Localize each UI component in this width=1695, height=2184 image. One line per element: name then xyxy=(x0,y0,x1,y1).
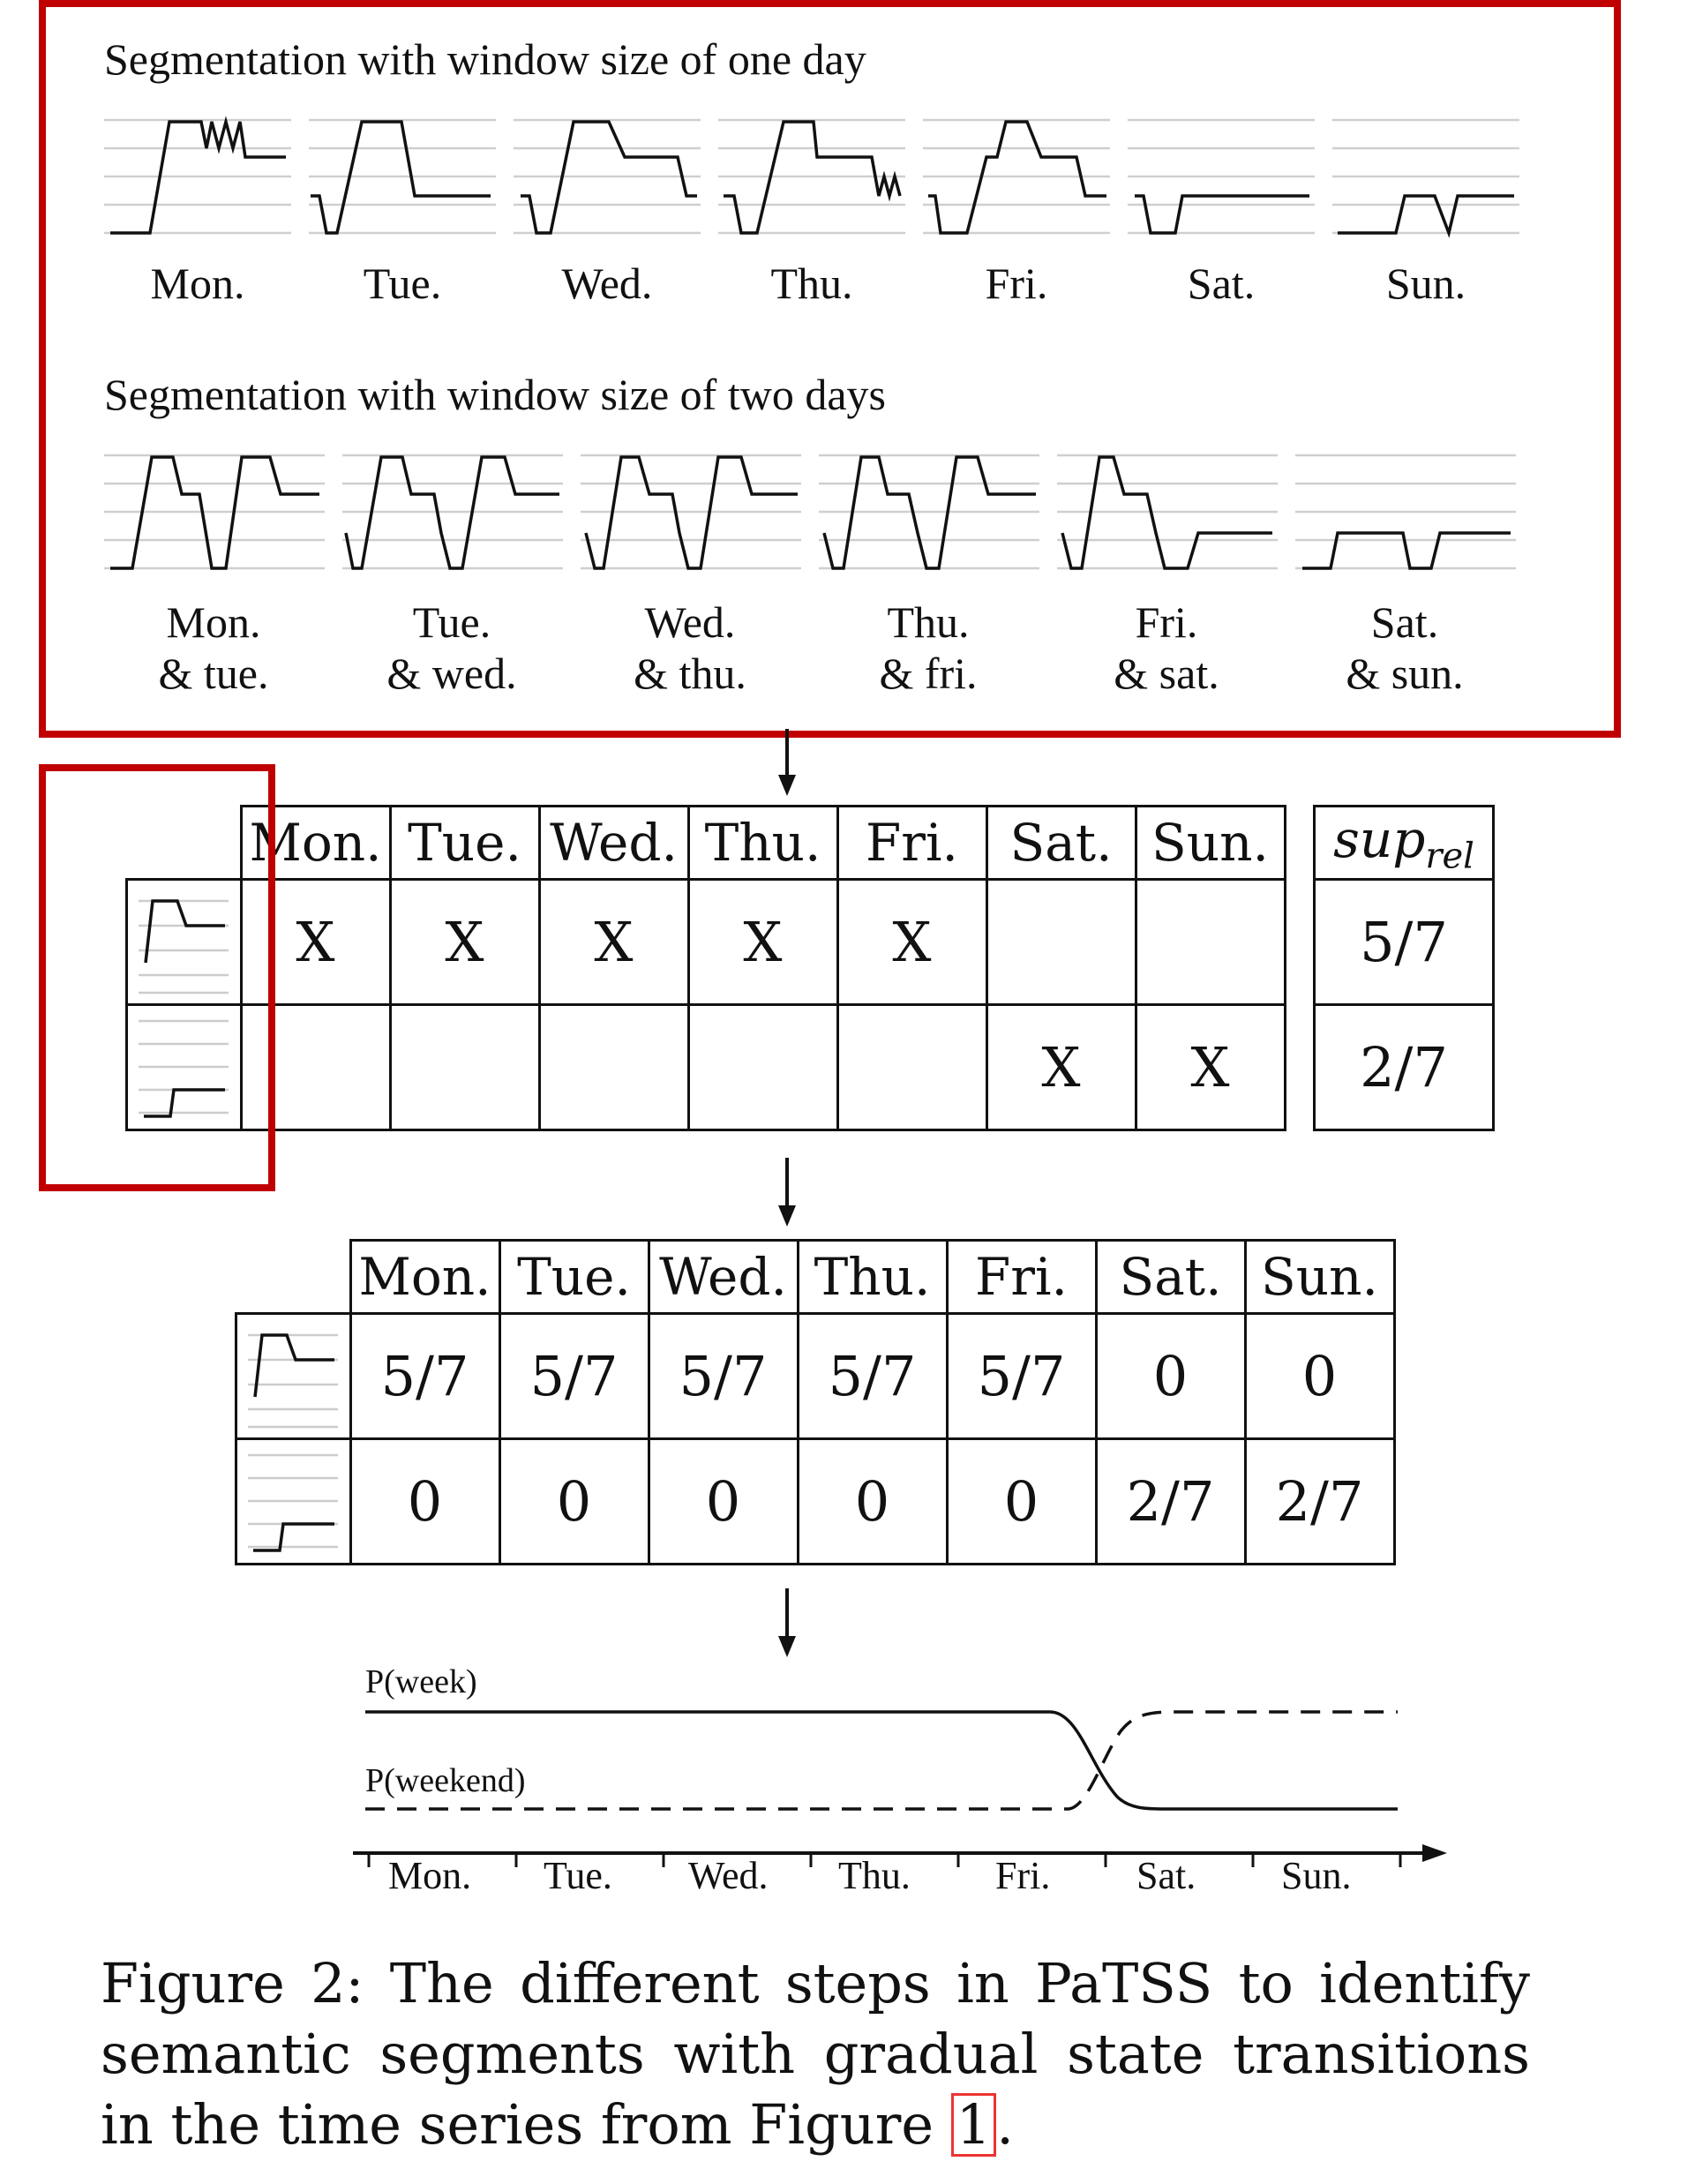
table-header-fri: Fri. xyxy=(947,1241,1096,1314)
table-cell: 5/7 xyxy=(947,1314,1096,1439)
table-header-fri: Fri. xyxy=(837,807,986,880)
table-header-thu: Thu. xyxy=(798,1241,947,1314)
pair-label-line1: Thu. xyxy=(887,597,970,647)
axis-label-sat: Sat. xyxy=(1136,1854,1196,1897)
pair-label-line1: Sat. xyxy=(1370,597,1439,647)
table-cell: X xyxy=(837,880,986,1005)
table-cell: 0 xyxy=(499,1439,649,1565)
p-week-label: P(week) xyxy=(365,1663,477,1700)
table-cell: 5/7 xyxy=(499,1314,649,1439)
table-cell: 0 xyxy=(1245,1314,1394,1439)
axis-label-tue: Tue. xyxy=(544,1854,612,1897)
caption-end: . xyxy=(996,2092,1014,2157)
table-header-thu: Thu. xyxy=(688,807,837,880)
table-cell: X xyxy=(390,880,539,1005)
table-header-wed: Wed. xyxy=(539,807,688,880)
pair-label-line2: & wed. xyxy=(386,649,517,698)
table-cell: 0 xyxy=(350,1439,499,1565)
caption-text: Figure 2: The different steps in PaTSS to identify semantic segments with gradual state transitions in the time series from Figure xyxy=(101,1951,1530,2157)
one-day-segmentation-title: Segmentation with window size of one day xyxy=(104,34,866,84)
pair-label-line2: & sat. xyxy=(1114,649,1219,698)
table-header-mon: Mon. xyxy=(241,807,390,880)
table-cell: 5/7 xyxy=(649,1314,798,1439)
sup-rel-header-main: sup xyxy=(1333,808,1426,869)
table-cell: 0 xyxy=(1096,1314,1245,1439)
table-cell: X xyxy=(688,880,837,1005)
day-label-sun: Sun. xyxy=(1385,259,1466,308)
p-weekend-label: P(weekend) xyxy=(365,1762,526,1799)
table-cell: 2/7 xyxy=(1245,1439,1394,1565)
day-label-mon: Mon. xyxy=(150,259,245,308)
p-week-curve xyxy=(365,1712,1398,1809)
table-cell: 0 xyxy=(798,1439,947,1565)
figure-reference-link[interactable]: 1 xyxy=(951,2093,996,2157)
table-cell: X xyxy=(241,880,390,1005)
sup-rel-value: 2/7 xyxy=(1315,1005,1494,1130)
axis-label-fri: Fri. xyxy=(995,1854,1051,1897)
table-header-sun: Sun. xyxy=(1245,1241,1394,1314)
pair-label-line2: & sun. xyxy=(1346,649,1464,698)
pair-label-line1: Tue. xyxy=(412,597,491,647)
day-label-sat: Sat. xyxy=(1187,259,1256,308)
table-header-sat: Sat. xyxy=(1096,1241,1245,1314)
table-cell: X xyxy=(539,880,688,1005)
two-day-segmentation-title: Segmentation with window size of two days xyxy=(104,370,886,419)
table-cell: 0 xyxy=(947,1439,1096,1565)
pair-label-line2: & tue. xyxy=(158,649,269,698)
axis-label-sun: Sun. xyxy=(1281,1854,1352,1897)
table-header-mon: Mon. xyxy=(350,1241,499,1314)
table-cell: X xyxy=(986,1005,1136,1130)
table-header-tue: Tue. xyxy=(390,807,539,880)
sup-rel-header-subscript: rel xyxy=(1425,836,1474,877)
table-header-sun: Sun. xyxy=(1136,807,1285,880)
table-cell: 5/7 xyxy=(350,1314,499,1439)
day-label-fri: Fri. xyxy=(985,259,1048,308)
axis-arrow-icon xyxy=(1422,1844,1447,1862)
pair-label-line1: Wed. xyxy=(644,597,736,647)
table-cell: 0 xyxy=(649,1439,798,1565)
figure-caption xyxy=(101,1948,1530,2160)
axis-label-mon: Mon. xyxy=(388,1854,472,1897)
table-cell: 2/7 xyxy=(1096,1439,1245,1565)
axis-label-wed: Wed. xyxy=(688,1854,769,1897)
p-weekend-curve xyxy=(365,1712,1398,1809)
pair-label-line2: & fri. xyxy=(879,649,978,698)
pair-label-line2: & thu. xyxy=(634,649,746,698)
table-header-tue: Tue. xyxy=(499,1241,649,1314)
table-cell: 5/7 xyxy=(798,1314,947,1439)
table-cell: X xyxy=(1136,1005,1285,1130)
day-label-thu: Thu. xyxy=(770,259,853,308)
axis-label-thu: Thu. xyxy=(838,1854,911,1897)
pair-label-line1: Mon. xyxy=(166,597,261,647)
table-header-sat: Sat. xyxy=(986,807,1136,880)
pair-label-line1: Fri. xyxy=(1135,597,1198,647)
day-label-tue: Tue. xyxy=(363,259,442,308)
day-label-wed: Wed. xyxy=(561,259,653,308)
table-header-wed: Wed. xyxy=(649,1241,798,1314)
sup-rel-value: 5/7 xyxy=(1315,880,1494,1005)
